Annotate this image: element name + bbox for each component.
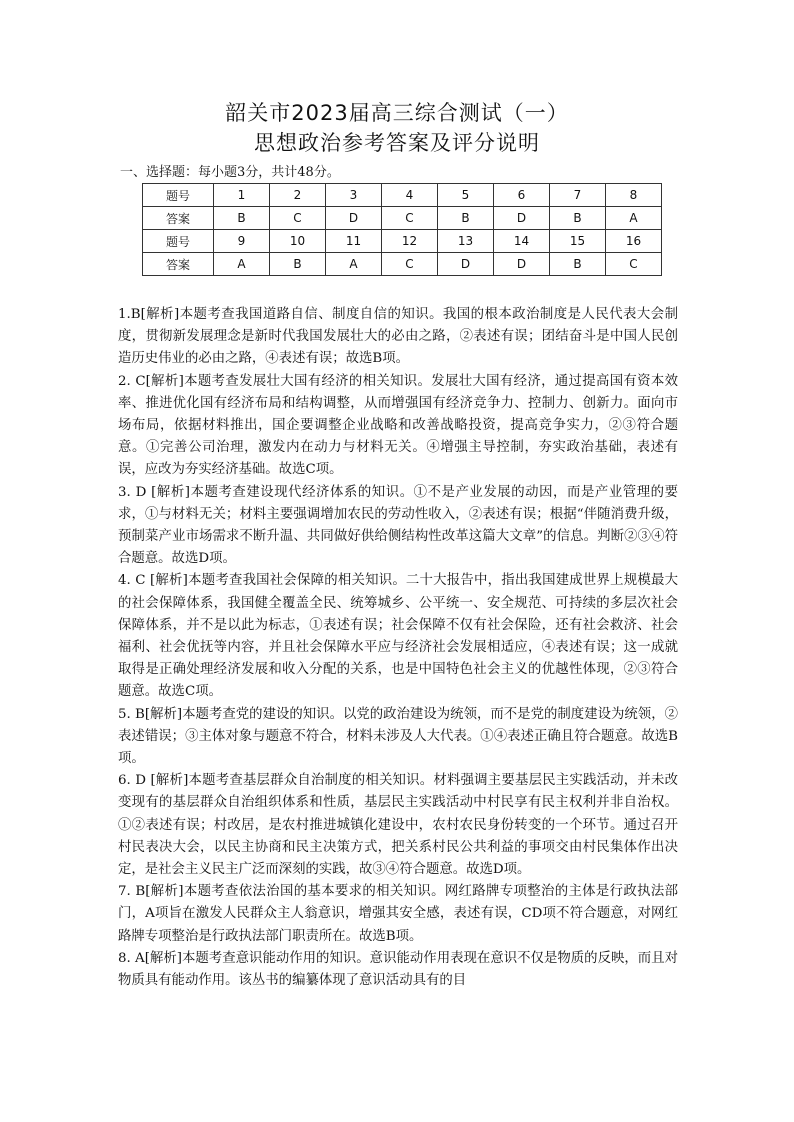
explanation-item: 1.B[解析]本题考查我国道路自信、制度自信的知识。我国的根本政治制度是人民代表大会制度，贯彻新发展理念是新时代我国发展壮大的必由之路，②表述有误；团结奋斗是中国人民创造历史伟业的必由之路，④表述有误；故选B项。 — [118, 307, 678, 367]
table-cell: C — [382, 253, 438, 276]
explanation-item: 2. C[解析]本题考查发展壮大国有经济的相关知识。发展壮大国有经济，通过提高国有资本效率、推进优化国有经济布局和结构调整，从而增强国有经济竞争力、控制力、创新力。面向市场布局，依据材料推出，国企要调整企业战略和改善战略投资，提高竞争实力，②③符合题意。①完善公司治理，激发内在动力与材料无关。④增强主导控制，夯实政治基础，表述有误，应改为夯实经济基础。故选C项。 — [118, 373, 678, 478]
table-cell: B — [550, 207, 606, 230]
section-heading: 一、选择题：每小题3分，共计48分。 — [120, 165, 340, 180]
table-row — [143, 230, 662, 253]
table-cell: 8 — [606, 184, 662, 207]
explanation-item: 7. B[解析]本题考查依法治国的基本要求的相关知识。网红路牌专项整治的主体是行政执法部门，A项旨在激发人民群众主人翁意识，增强其安全感，表述有误，CD项不符合题意，对网红路牌专项整治是行政执法部门职责所在。故选B项。 — [118, 884, 678, 944]
table-cell: C — [382, 207, 438, 230]
explanation-item: 8. A[解析]本题考查意识能动作用的知识。意识能动作用表现在意识不仅是物质的反映，而且对物质具有能动作用。该丛书的编纂体现了意识活动具有的目 — [118, 950, 678, 989]
table-row — [143, 207, 662, 230]
table-cell: C — [606, 253, 662, 276]
table-cell: 5 — [438, 184, 494, 207]
table-cell: A — [606, 207, 662, 230]
row-label: 题号 — [143, 184, 214, 207]
table-cell: 3 — [326, 184, 382, 207]
table-cell: D — [326, 207, 382, 230]
explanation-item: 6. D [解析]本题考查基层群众自治制度的相关知识。材料强调主要基层民主实践活动，并未改变现有的基层群众自治组织体系和性质，基层民主实践活动中村民享有民主权利并非自治权。①②表述有误；村改居，是农村推进城镇化建设中，农村农民身份转变的一个环节。通过召开村民表决大会，以民主协商和民主决策方式，把关系村民公共利益的事项交由村民集体作出决定，是社会主义民主广泛而深刻的实践，故③④符合题意。故选D项。 — [118, 773, 678, 878]
table-cell: B — [438, 207, 494, 230]
row-label: 题号 — [143, 230, 214, 253]
table-cell: B — [550, 253, 606, 276]
table-row — [143, 184, 662, 207]
table-cell: A — [214, 253, 270, 276]
page-subtitle: 思想政治参考答案及评分说明 — [254, 131, 540, 155]
page-title: 韶关市2023届高三综合测试（一） — [225, 101, 569, 125]
table-cell: 4 — [382, 184, 438, 207]
table-cell: 2 — [270, 184, 326, 207]
table-cell: 14 — [494, 230, 550, 253]
table-row — [143, 253, 662, 276]
table-cell: 9 — [214, 230, 270, 253]
table-cell: C — [270, 207, 326, 230]
table-cell: D — [438, 253, 494, 276]
table-cell: 15 — [550, 230, 606, 253]
explanations — [118, 304, 678, 992]
table-cell: B — [214, 207, 270, 230]
answer-table — [142, 183, 662, 276]
table-cell: A — [326, 253, 382, 276]
table-cell: D — [494, 253, 550, 276]
table-cell: D — [494, 207, 550, 230]
table-cell: 13 — [438, 230, 494, 253]
table-cell: B — [270, 253, 326, 276]
table-cell: 6 — [494, 184, 550, 207]
table-cell: 1 — [214, 184, 270, 207]
table-cell: 10 — [270, 230, 326, 253]
table-cell: 16 — [606, 230, 662, 253]
table-cell: 12 — [382, 230, 438, 253]
explanation-item: 5. B[解析]本题考查党的建设的知识。以党的政治建设为统领，而不是党的制度建设为统领，②表述错误；③主体对象与题意不符合，材料未涉及人大代表。①④表述正确且符合题意。故选B项。 — [118, 706, 678, 767]
table-cell: 11 — [326, 230, 382, 253]
row-label: 答案 — [143, 253, 214, 276]
explanation-item: 3. D [解析]本题考查建设现代经济体系的知识。①不是产业发展的动因，而是产业管理的要求，①与材料无关；材料主要强调增加农民的劳动性收入，②表述有误；根据“伴随消费升级，预制菜产业市场需求不断升温、共同做好供给侧结构性改革这篇大文章”的信息。判断②③④符合题意。故选D项。 — [118, 484, 678, 567]
table-cell: 7 — [550, 184, 606, 207]
explanation-item: 4. C [解析]本题考查我国社会保障的相关知识。二十大报告中，指出我国建成世界上规模最大的社会保障体系，我国健全覆盖全民、统筹城乡、公平统一、安全规范、可持续的多层次社会保障体系，并不是以此为标志，①表述有误；社会保障不仅有社会保险，还有社会救济、社会福利、社会优抚等内容，并且社会保障水平应与经济社会发展相适应，④表述有误；这一成就取得是正确处理经济发展和收入分配的关系，也是中国特色社会主义的优越性体现，②③符合题意。故选C项。 — [118, 573, 678, 700]
row-label: 答案 — [143, 207, 214, 230]
